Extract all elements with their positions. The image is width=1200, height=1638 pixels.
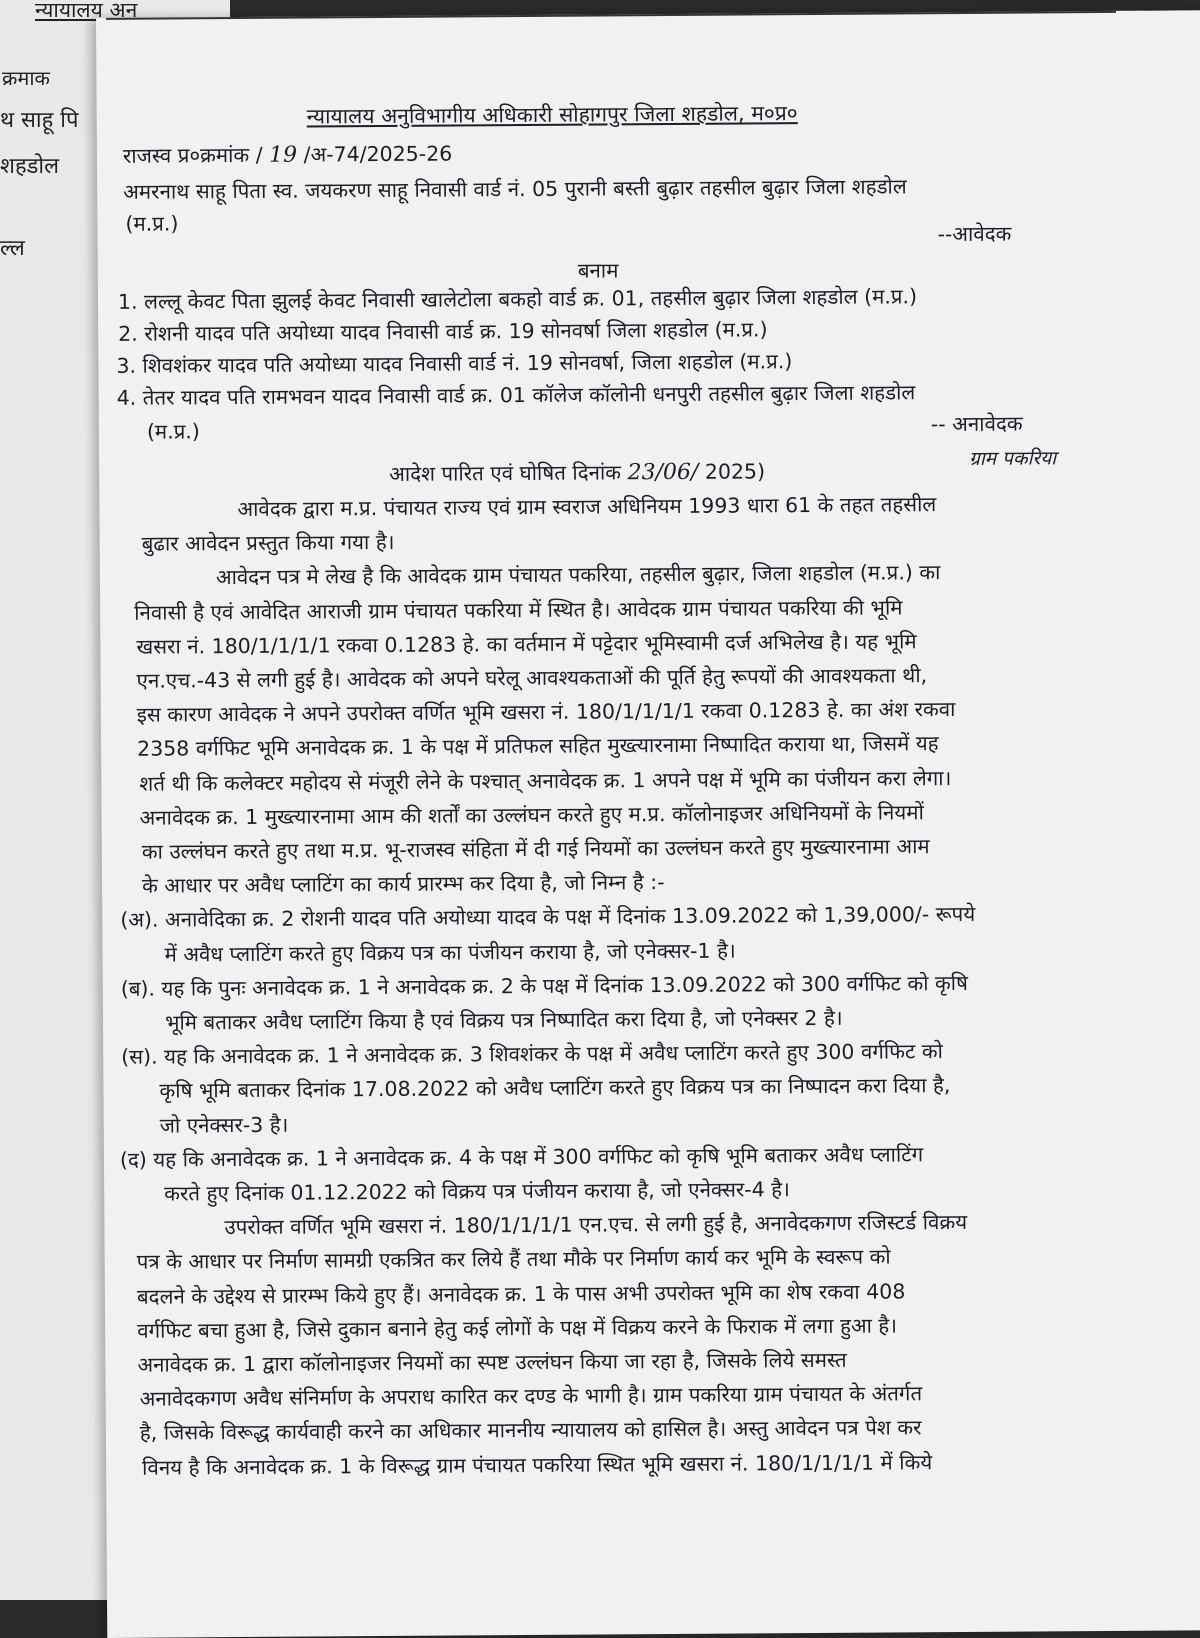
body-line: आवेदन पत्र मे लेख है कि आवेदक ग्राम पंचायत पकरिया, तहसील बुढ़ार, जिला शहडोल (म.प्र.) का	[215, 560, 941, 590]
respondent-item: 1. लल्लू केवट पिता झुलई केवट निवासी खालेटोला बकहो वार्ड क्र. 01, तहसील बुढ़ार जिला शहडोल (म.प्र.)	[117, 284, 918, 314]
case-number	[123, 142, 452, 171]
applicant-role: --आवेदक	[937, 221, 1012, 247]
body-line: है, जिसके विरूद्ध कार्यवाही करने का अधिकार माननीय न्यायालय को हासिल है। अस्तु आवेदन पत्र पेश कर	[139, 1415, 922, 1446]
underlying-page-fragment: न्यायालय अन	[35, 0, 138, 22]
body-line: बुढार आवेदन प्रस्तुत किया गया है।	[141, 530, 395, 556]
body-line: के आधार पर अवैध प्लाटिंग का कार्य प्रारम्भ कर दिया है, जो निम्न है :-	[141, 870, 665, 898]
body-line: (ब). यह कि पुनः अनावेदक क्र. 1 ने अनावेदक क्र. 2 के पक्ष में दिनांक 13.09.2022 को 300 वर्गफिट को कृषि	[120, 970, 968, 1001]
case-number-suffix: /अ-74/2025-26	[303, 141, 453, 167]
body-line: का उल्लंघन करते हुए तथा म.प्र. भू-राजस्व संहिता में दी गई नियमों का उल्लंघन करते हुए मुख्त्यारनामा आम	[141, 834, 930, 864]
body-line: अनावेदकगण अवैध संनिर्माण के अपराध कारित कर दण्ड के भागी है। ग्राम पकरिया ग्राम पंचायत के अंतर्गत	[139, 1381, 923, 1411]
body-line: जो एनेक्सर-3 है।	[159, 1112, 289, 1138]
body-line: वर्गफिट बचा हुआ है, जिसे दुकान बनाने हेतु कई लोगों के पक्ष में विक्रय करने के फिराक में लगा हुआ है।	[137, 1313, 898, 1343]
body-line: (स). यह कि अनावेदक क्र. 1 ने अनावेदक क्र. 3 शिवशंकर के पक्ष में अवैध प्लाटिंग करते हुए 300 वर्गफिट को	[121, 1039, 943, 1070]
order-date-handwritten: 23/06/	[627, 459, 699, 486]
versus-label: बनाम	[577, 258, 619, 283]
body-line: उपरोक्त वर्णित भूमि खसरा नं. 180/1/1/1/1 एन.एच. से लगी हुई है, अनावेदकगण रजिस्टर्ड विक्रय	[224, 1210, 968, 1240]
order-date-label: आदेश पारित एवं घोषित दिनांक	[389, 460, 622, 486]
order-year: 2025)	[704, 459, 766, 484]
applicant-line: अमरनाथ साहू पिता स्व. जयकरण साहू निवासी वार्ड नं. 05 पुरानी बस्ती बुढ़ार तहसील बुढ़ार जिला शहडोल	[123, 174, 907, 204]
respondent-item: 4. तेतर यादव पति रामभवन यादव निवासी वार्ड क्र. 01 कॉलेज कॉलोनी धनपुरी तहसील बुढ़ार जिला शहडोल	[116, 380, 916, 410]
underlying-page-fragment: क्रमाक	[2, 66, 50, 90]
body-line: खसरा नं. 180/1/1/1/1 रकवा 0.1283 हे. का वर्तमान में पट्टेदार भूमिस्वामी दर्ज अभिलेख है। यह भूमि	[136, 629, 917, 659]
body-line: एन.एच.-43 से लगी हुई है। आवेदक को अपने घरेलू आवश्यकताओं की पूर्ति हेतु रूपयों की आवश्यकता थी,	[136, 663, 928, 693]
body-line: शर्त थी कि कलेक्टर महोदय से मंजूरी लेने के पश्चात् अनावेदक क्र. 1 अपने पक्ष में भूमि का पंजीयन करा लेगा।	[139, 765, 952, 796]
body-line: (अ). अनावेदिका क्र. 2 रोशनी यादव पति अयोध्या यादव के पक्ष में दिनांक 13.09.2022 को 1,39,000/- रूपये	[120, 902, 976, 933]
respondent-item: 2. रोशनी यादव पति अयोध्या यादव निवासी वार्ड क्र. 19 सोनवर्षा जिला शहडोल (म.प्र.)	[118, 317, 768, 346]
body-line: पत्र के आधार पर निर्माण सामग्री एकत्रित कर लिये हैं तथा मौके पर निर्माण कार्य कर भूमि के स्वरूप को	[136, 1244, 891, 1275]
body-line: में अवैध प्लाटिंग करते हुए विक्रय पत्र का पंजीयन कराया है, जो एनेक्सर-1 है।	[164, 938, 736, 967]
body-line: आवेदक द्वारा म.प्र. पंचायत राज्य एवं ग्राम स्वराज अधिनियम 1993 धारा 61 के तहत तहसील	[237, 492, 937, 522]
body-line: अनावेदक क्र. 1 द्वारा कॉलोनाइजर नियमों का स्पष्ट उल्लंघन किया जा रहा है, जिसके लिये समस्त	[137, 1347, 847, 1377]
body-line: करते हुए दिनांक 01.12.2022 को विक्रय पत्र पंजीयन कराया है, जो एनेक्सर-4 है।	[164, 1177, 790, 1206]
body-line: बदलने के उद्देश्य से प्रारम्भ किये हुए हैं। अनावेदक क्र. 1 के पास अभी उपरोक्त भूमि का शेष रकवा 408	[136, 1278, 906, 1309]
body-line: विनय है कि अनावेदक क्र. 1 के विरूद्ध ग्राम पंचायत पकरिया स्थित भूमि खसरा नं. 180/1/1/1/1 में किये	[142, 1449, 933, 1480]
order-date-line	[389, 459, 765, 488]
body-line: कृषि भूमि बताकर दिनांक 17.08.2022 को अवैध प्लाटिंग करते हुए विक्रय पत्र का निष्पादन करा दिया है,	[159, 1073, 951, 1103]
top-rule	[106, 11, 1116, 20]
respondent-item: 3. शिवशंकर यादव पति अयोध्या यादव निवासी वार्ड नं. 19 सोनवर्षा, जिला शहडोल (म.प्र.)	[116, 349, 793, 378]
body-line: निवासी है एवं आवेदित आराजी ग्राम पंचायत पकरिया में स्थित है। आवेदक ग्राम पंचायत पकरिया की भूमि	[134, 594, 903, 625]
applicant-line: (म.प्र.)	[125, 211, 179, 236]
body-line: 2358 वर्गफिट भूमि अनावेदक क्र. 1 के पक्ष में प्रतिफल सहित मुख्त्यारनामा निष्पादित कराया था, जिसमें यह	[137, 731, 939, 762]
underlying-page-fragment: शहडोल	[0, 154, 60, 179]
case-number-label: राजस्व प्र०क्रमांक /	[122, 142, 263, 168]
body-line: (द) यह कि अनावेदक क्र. 1 ने अनावेदक क्र. 4 के पक्ष में 300 वर्गफिट को कृषि भूमि बताकर अवैध प्लाटिंग	[119, 1142, 924, 1172]
respondent-item: (म.प्र.)	[146, 419, 200, 444]
court-order-page	[96, 10, 1200, 1638]
margin-note: ग्राम पकरिया	[969, 447, 1057, 470]
body-line: इस कारण आवेदक ने अपने उपरोक्त वर्णित भूमि खसरा नं. 180/1/1/1/1 रकवा 0.1283 हे. का अंश रकवा	[136, 697, 956, 727]
case-number-handwritten: 19	[269, 142, 298, 168]
body-line: भूमि बताकर अवैध प्लाटिंग किया है एवं विक्रय पत्र निष्पादित करा दिया है, जो एनेक्सर 2 है।	[164, 1005, 843, 1035]
body-line: अनावेदक क्र. 1 मुख्त्यारनामा आम की शर्तों का उल्लंघन करते हुए म.प्र. कॉलोनाइजर अधिनियमों के नियमों	[139, 800, 924, 830]
underlying-page-fragment: थ साहू पि	[0, 108, 79, 133]
respondent-role: -- अनावेदक	[930, 411, 1023, 437]
court-heading: न्यायालय अनुविभागीय अधिकारी सोहागपुर जिला शहडोल, म०प्र०	[306, 101, 798, 129]
underlying-page-fragment: ल्ल	[0, 236, 25, 261]
